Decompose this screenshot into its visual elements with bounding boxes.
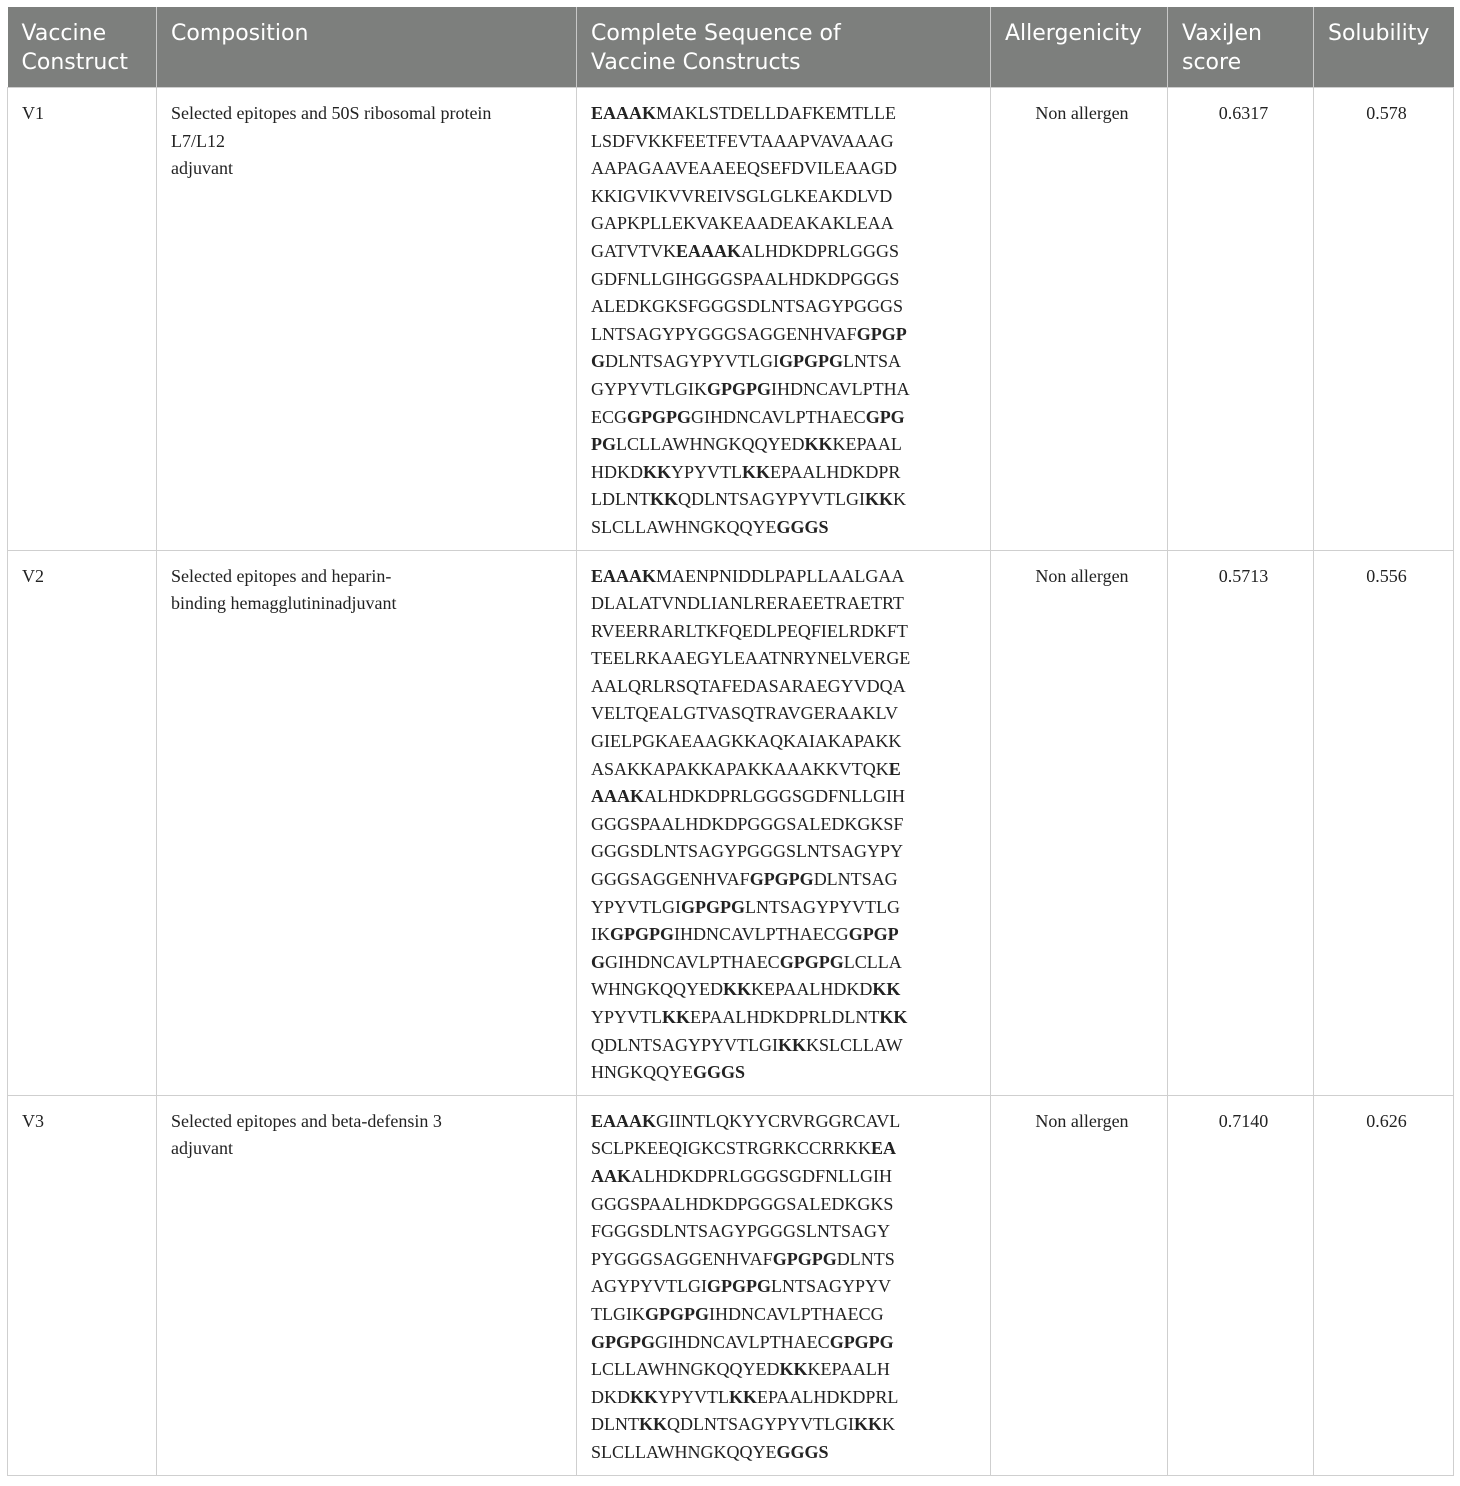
- linker-segment: EA: [871, 1138, 897, 1159]
- composition-cell: [157, 88, 577, 551]
- linker-segment: PG: [591, 434, 616, 455]
- header-complete-sequence: [577, 7, 991, 88]
- header-solubility: [1314, 7, 1454, 88]
- linker-segment: EAAAK: [676, 240, 742, 261]
- header-line: Composition: [171, 21, 309, 46]
- allergenicity-value: Non allergen: [1035, 565, 1129, 586]
- linker-segment: GPG: [865, 406, 905, 427]
- construct-cell: [8, 550, 157, 1095]
- sequence-segment: DKD: [591, 1386, 630, 1407]
- linker-segment: EAAAK: [591, 1110, 657, 1131]
- sequence-segment: MAKLSTDELLDAFKEMTLLE: [656, 103, 896, 123]
- solubility-value: 0.556: [1366, 565, 1407, 586]
- sequence-segment: AGYPYVTLGI: [591, 1276, 707, 1297]
- sequence-segment: DLNTSAG: [813, 869, 898, 890]
- table-row: [8, 550, 1454, 1095]
- allergenicity-value: Non allergen: [1035, 1110, 1129, 1131]
- sequence-line: [591, 1004, 982, 1032]
- linker-segment: KK: [865, 489, 894, 510]
- sequence-segment: HDKD: [591, 461, 643, 482]
- table-row: [8, 88, 1454, 551]
- sequence-line: [591, 783, 982, 811]
- sequence-segment: QDLNTSAGYPYVTLGI: [678, 489, 865, 510]
- linker-segment: GPGPG: [627, 406, 691, 427]
- vaccine-constructs-table: [7, 7, 1454, 1476]
- sequence-segment: TEELRKAAEGYLEAATNRYNELVERGE: [591, 648, 911, 669]
- sequence-line: [591, 128, 982, 156]
- sequence-segment: VELTQEALGTVASQTRAVGERAAKLV: [591, 703, 899, 724]
- sequence-line: [591, 1135, 982, 1163]
- sequence-line: [591, 1273, 982, 1301]
- sequence-segment: DLNTS: [836, 1248, 895, 1269]
- composition-line: adjuvant: [171, 1138, 233, 1159]
- linker-segment: KK: [662, 1007, 691, 1027]
- sequence-segment: MAENPNIDDLPAPLLAALGAA: [656, 565, 905, 586]
- sequence-cell: [577, 1095, 991, 1475]
- linker-segment: E: [888, 758, 901, 779]
- sequence-line: [591, 1191, 982, 1219]
- sequence-line: [591, 866, 982, 894]
- linker-segment: KK: [639, 1414, 668, 1435]
- sequence-line: [591, 1439, 982, 1467]
- linker-segment: GPGPG: [829, 1331, 894, 1352]
- sequence-line: [591, 100, 982, 128]
- sequence-cell: [577, 88, 991, 551]
- linker-segment: GPGPG: [749, 869, 814, 890]
- sequence-segment: GYPYVTLGIK: [591, 378, 707, 399]
- sequence-segment: IHDNCAVLPTHAECG: [708, 1303, 884, 1324]
- linker-segment: GGGS: [776, 1441, 829, 1462]
- sequence-segment: QDLNTSAGYPYVTLGI: [591, 1034, 778, 1055]
- linker-segment: EAAAK: [591, 103, 657, 123]
- header-line: Solubility: [1328, 21, 1430, 46]
- sequence-segment: QDLNTSAGYPYVTLGI: [667, 1414, 855, 1435]
- sequence-line: [591, 1059, 982, 1087]
- sequence-segment: EPAALHDKDPRL: [757, 1386, 899, 1407]
- linker-segment: G: [591, 951, 606, 972]
- linker-segment: GPGPG: [591, 1331, 655, 1352]
- header-vaxijen-score: [1168, 7, 1314, 88]
- linker-segment: KK: [643, 461, 672, 482]
- sequence-line: [591, 728, 982, 756]
- linker-segment: GPGPG: [779, 951, 844, 972]
- linker-segment: GPGPG: [779, 351, 844, 372]
- header-composition: [157, 7, 577, 88]
- sequence-segment: GDFNLLGIHGGGSPAALHDKDPGGGS: [591, 268, 900, 289]
- sequence-line: [591, 811, 982, 839]
- sequence-line: [591, 1329, 982, 1357]
- linker-segment: GPGPG: [681, 896, 745, 917]
- composition-line: Selected epitopes and beta-defensin 3: [171, 1110, 442, 1131]
- header-allergenicity: [991, 7, 1168, 88]
- sequence-segment: GATVTVK: [591, 240, 676, 261]
- sequence-line: [591, 1356, 982, 1384]
- sequence-segment: GIHDNCAVLPTHAEC: [691, 406, 866, 427]
- linker-segment: G: [591, 351, 606, 372]
- linker-segment: KK: [872, 979, 901, 1000]
- linker-segment: AAK: [591, 1165, 631, 1186]
- sequence-line: [591, 376, 982, 404]
- sequence-segment: SLCLLAWHNGKQQYE: [591, 516, 777, 537]
- vaxijen-score-cell: [1168, 550, 1314, 1095]
- sequence-segment: RVEERRARLTKFQEDLPEQFIELRDKFT: [591, 620, 908, 641]
- composition-line: adjuvant: [171, 158, 233, 179]
- sequence-segment: DLALATVNDLIANLRERAEETRAETRT: [591, 593, 904, 614]
- sequence-line: [591, 293, 982, 321]
- sequence-line: [591, 645, 982, 673]
- composition-line: L7/L12: [171, 130, 225, 151]
- sequence-line: [591, 431, 982, 459]
- vaxijen-score-cell: [1168, 1095, 1314, 1475]
- solubility-value: 0.578: [1366, 103, 1407, 123]
- sequence-segment: ECG: [591, 406, 627, 427]
- sequence-line: [591, 1301, 982, 1329]
- vaxijen-score-value: 0.5713: [1218, 565, 1269, 586]
- sequence-line: [591, 838, 982, 866]
- linker-segment: GPGPG: [707, 378, 771, 399]
- header-line: Construct: [21, 50, 129, 75]
- linker-segment: GPGPG: [644, 1303, 709, 1324]
- header-line: Vaccine Constructs: [591, 50, 801, 75]
- sequence-line: [591, 514, 982, 542]
- sequence-segment: ALEDKGKSFGGGSDLNTSAGYPGGGS: [591, 296, 904, 317]
- sequence-segment: SCLPKEEQIGKCSTRGRKCCRRKK: [591, 1138, 872, 1159]
- construct-id: V2: [22, 565, 44, 586]
- composition-line: binding hemagglutininadjuvant: [171, 593, 397, 614]
- linker-segment: KK: [779, 1359, 808, 1380]
- linker-segment: KK: [742, 461, 771, 482]
- composition-cell: [157, 1095, 577, 1475]
- sequence-segment: GGGSAGGENHVAF: [591, 869, 750, 890]
- sequence-segment: IHDNCAVLPTHAECG: [674, 924, 849, 945]
- sequence-line: [591, 210, 982, 238]
- sequence-line: [591, 921, 982, 949]
- sequence-line: [591, 894, 982, 922]
- sequence-segment: GGGSDLNTSAGYPGGGSLNTSAGYPY: [591, 841, 904, 862]
- linker-segment: GPGPG: [610, 924, 674, 945]
- sequence-segment: LNTSAGYPYGGGSAGGENHVAF: [591, 323, 857, 344]
- sequence-segment: EPAALHDKDPR: [770, 461, 901, 482]
- sequence-segment: IK: [591, 924, 610, 945]
- sequence-line: [591, 673, 982, 701]
- construct-id: V1: [22, 103, 44, 123]
- linker-segment: GGGS: [776, 516, 829, 537]
- allergenicity-cell: [991, 1095, 1168, 1475]
- vaxijen-score-value: 0.6317: [1218, 103, 1269, 123]
- sequence-segment: ALHDKDPRLGGGSGDFNLLGIH: [644, 786, 905, 807]
- sequence-segment: GAPKPLLEKVAKEAADEAKAKLEAA: [591, 213, 894, 234]
- sequence-segment: LCLLAWHNGKQQYED: [591, 1359, 780, 1380]
- sequence-segment: KSLCLLAW: [806, 1034, 903, 1055]
- linker-segment: KK: [854, 1414, 883, 1435]
- sequence-segment: GGGSPAALHDKDPGGGSALEDKGKSF: [591, 813, 904, 834]
- sequence-segment: ALHDKDPRLGGGS: [741, 240, 900, 261]
- composition-line: Selected epitopes and heparin-: [171, 565, 392, 586]
- sequence-line: [591, 1218, 982, 1246]
- sequence-line: [591, 459, 982, 487]
- header-line: score: [1182, 50, 1242, 75]
- vaxijen-score-cell: [1168, 88, 1314, 551]
- header-vaccine-construct: [8, 7, 157, 88]
- header-line: Complete Sequence of: [591, 21, 841, 46]
- sequence-segment: LSDFVKKFEETFEVTAAAPVAVAAAG: [591, 130, 894, 151]
- sequence-line: [591, 1032, 982, 1060]
- sequence-segment: YPYVTLGI: [591, 896, 681, 917]
- sequence-segment: KEPAALHDKD: [751, 979, 873, 1000]
- linker-segment: KK: [879, 1007, 908, 1027]
- sequence-segment: K: [893, 489, 907, 510]
- linker-segment: GGGS: [693, 1062, 746, 1083]
- construct-cell: [8, 88, 157, 551]
- sequence-segment: IHDNCAVLPTHA: [771, 378, 910, 399]
- linker-segment: GPGPG: [772, 1248, 837, 1269]
- table-row: [8, 1095, 1454, 1475]
- allergenicity-cell: [991, 550, 1168, 1095]
- sequence-segment: YPYVTL: [658, 1386, 730, 1407]
- sequence-segment: KKIGVIKVVREIVSGLGLKEAKDLVD: [591, 185, 893, 206]
- sequence-line: [591, 1108, 982, 1136]
- sequence-segment: LNTSAGYPYV: [771, 1276, 892, 1297]
- sequence-segment: AAPAGAAVEAAEEQSEFDVILEAAGD: [591, 158, 898, 179]
- sequence-segment: GGGSPAALHDKDPGGGSALEDKGKS: [591, 1193, 894, 1214]
- sequence-line: [591, 1411, 982, 1439]
- sequence-segment: YPYVTL: [671, 461, 743, 482]
- linker-segment: EAAAK: [591, 565, 657, 586]
- sequence-line: [591, 348, 982, 376]
- sequence-segment: GIELPGKAEAAGKKAQKAIAKAPAKK: [591, 731, 902, 752]
- linker-segment: GPGP: [848, 924, 899, 945]
- sequence-segment: EPAALHDKDPRLDLNT: [690, 1007, 880, 1027]
- solubility-value: 0.626: [1366, 1110, 1407, 1131]
- linker-segment: AAAK: [591, 786, 644, 807]
- sequence-line: [591, 404, 982, 432]
- sequence-line: [591, 618, 982, 646]
- sequence-segment: FGGGSDLNTSAGYPGGGSLNTSAGY: [591, 1221, 891, 1242]
- linker-segment: KK: [778, 1034, 807, 1055]
- header-row: [8, 7, 1454, 88]
- linker-segment: KK: [729, 1386, 758, 1407]
- sequence-segment: LNTSAGYPYVTLG: [745, 896, 900, 917]
- header-line: Allergenicity: [1005, 21, 1142, 46]
- sequence-segment: K: [882, 1414, 896, 1435]
- sequence-segment: GIHDNCAVLPTHAEC: [655, 1331, 830, 1352]
- allergenicity-cell: [991, 88, 1168, 551]
- sequence-segment: YPYVTL: [591, 1007, 662, 1027]
- sequence-segment: WHNGKQQYED: [591, 979, 723, 1000]
- sequence-line: [591, 976, 982, 1004]
- sequence-line: [591, 1384, 982, 1412]
- sequence-line: [591, 700, 982, 728]
- sequence-line: [591, 949, 982, 977]
- solubility-cell: [1314, 1095, 1454, 1475]
- construct-cell: [8, 1095, 157, 1475]
- sequence-line: [591, 1246, 982, 1274]
- sequence-line: [591, 266, 982, 294]
- sequence-line: [591, 756, 982, 784]
- sequence-segment: LDLNT: [591, 489, 650, 510]
- linker-segment: KK: [649, 489, 678, 510]
- sequence-line: [591, 238, 982, 266]
- sequence-cell: [577, 550, 991, 1095]
- sequence-segment: AALQRLRSQTAFEDASARAEGYVDQA: [591, 675, 906, 696]
- linker-segment: GPGP: [856, 323, 907, 344]
- composition-cell: [157, 550, 577, 1095]
- solubility-cell: [1314, 88, 1454, 551]
- linker-segment: GPGPG: [707, 1276, 771, 1297]
- sequence-segment: SLCLLAWHNGKQQYE: [591, 1441, 777, 1462]
- header-line: Vaccine: [21, 21, 107, 46]
- sequence-segment: KEPAAL: [832, 434, 902, 455]
- sequence-line: [591, 563, 982, 591]
- allergenicity-value: Non allergen: [1035, 103, 1129, 123]
- sequence-segment: TLGIK: [591, 1303, 645, 1324]
- sequence-line: [591, 183, 982, 211]
- sequence-segment: HNGKQQYE: [591, 1062, 693, 1083]
- sequence-segment: DLNTSAGYPYVTLGI: [605, 351, 780, 372]
- sequence-segment: ALHDKDPRLGGGSGDFNLLGIH: [631, 1165, 892, 1186]
- sequence-line: [591, 1163, 982, 1191]
- sequence-line: [591, 155, 982, 183]
- table-body: [8, 88, 1454, 1476]
- sequence-line: [591, 321, 982, 349]
- sequence-segment: KEPAALH: [807, 1359, 890, 1380]
- sequence-line: [591, 590, 982, 618]
- solubility-cell: [1314, 550, 1454, 1095]
- sequence-line: [591, 486, 982, 514]
- sequence-segment: GIINTLQKYYCRVRGGRCAVL: [656, 1110, 901, 1131]
- linker-segment: KK: [804, 434, 833, 455]
- sequence-segment: GIHDNCAVLPTHAEC: [605, 951, 780, 972]
- sequence-segment: LCLLAWHNGKQQYED: [616, 434, 805, 455]
- sequence-segment: LCLLA: [843, 951, 902, 972]
- composition-line: Selected epitopes and 50S ribosomal protein: [171, 103, 492, 123]
- sequence-segment: DLNT: [591, 1414, 639, 1435]
- linker-segment: KK: [630, 1386, 659, 1407]
- header-line: VaxiJen: [1182, 21, 1262, 46]
- sequence-segment: ASAKKAPAKKAPAKKAAAKKVTQK: [591, 758, 889, 779]
- vaxijen-score-value: 0.7140: [1218, 1110, 1269, 1131]
- sequence-segment: PYGGGSAGGENHVAF: [591, 1248, 773, 1269]
- construct-id: V3: [22, 1110, 44, 1131]
- linker-segment: KK: [722, 979, 751, 1000]
- sequence-segment: LNTSA: [843, 351, 902, 372]
